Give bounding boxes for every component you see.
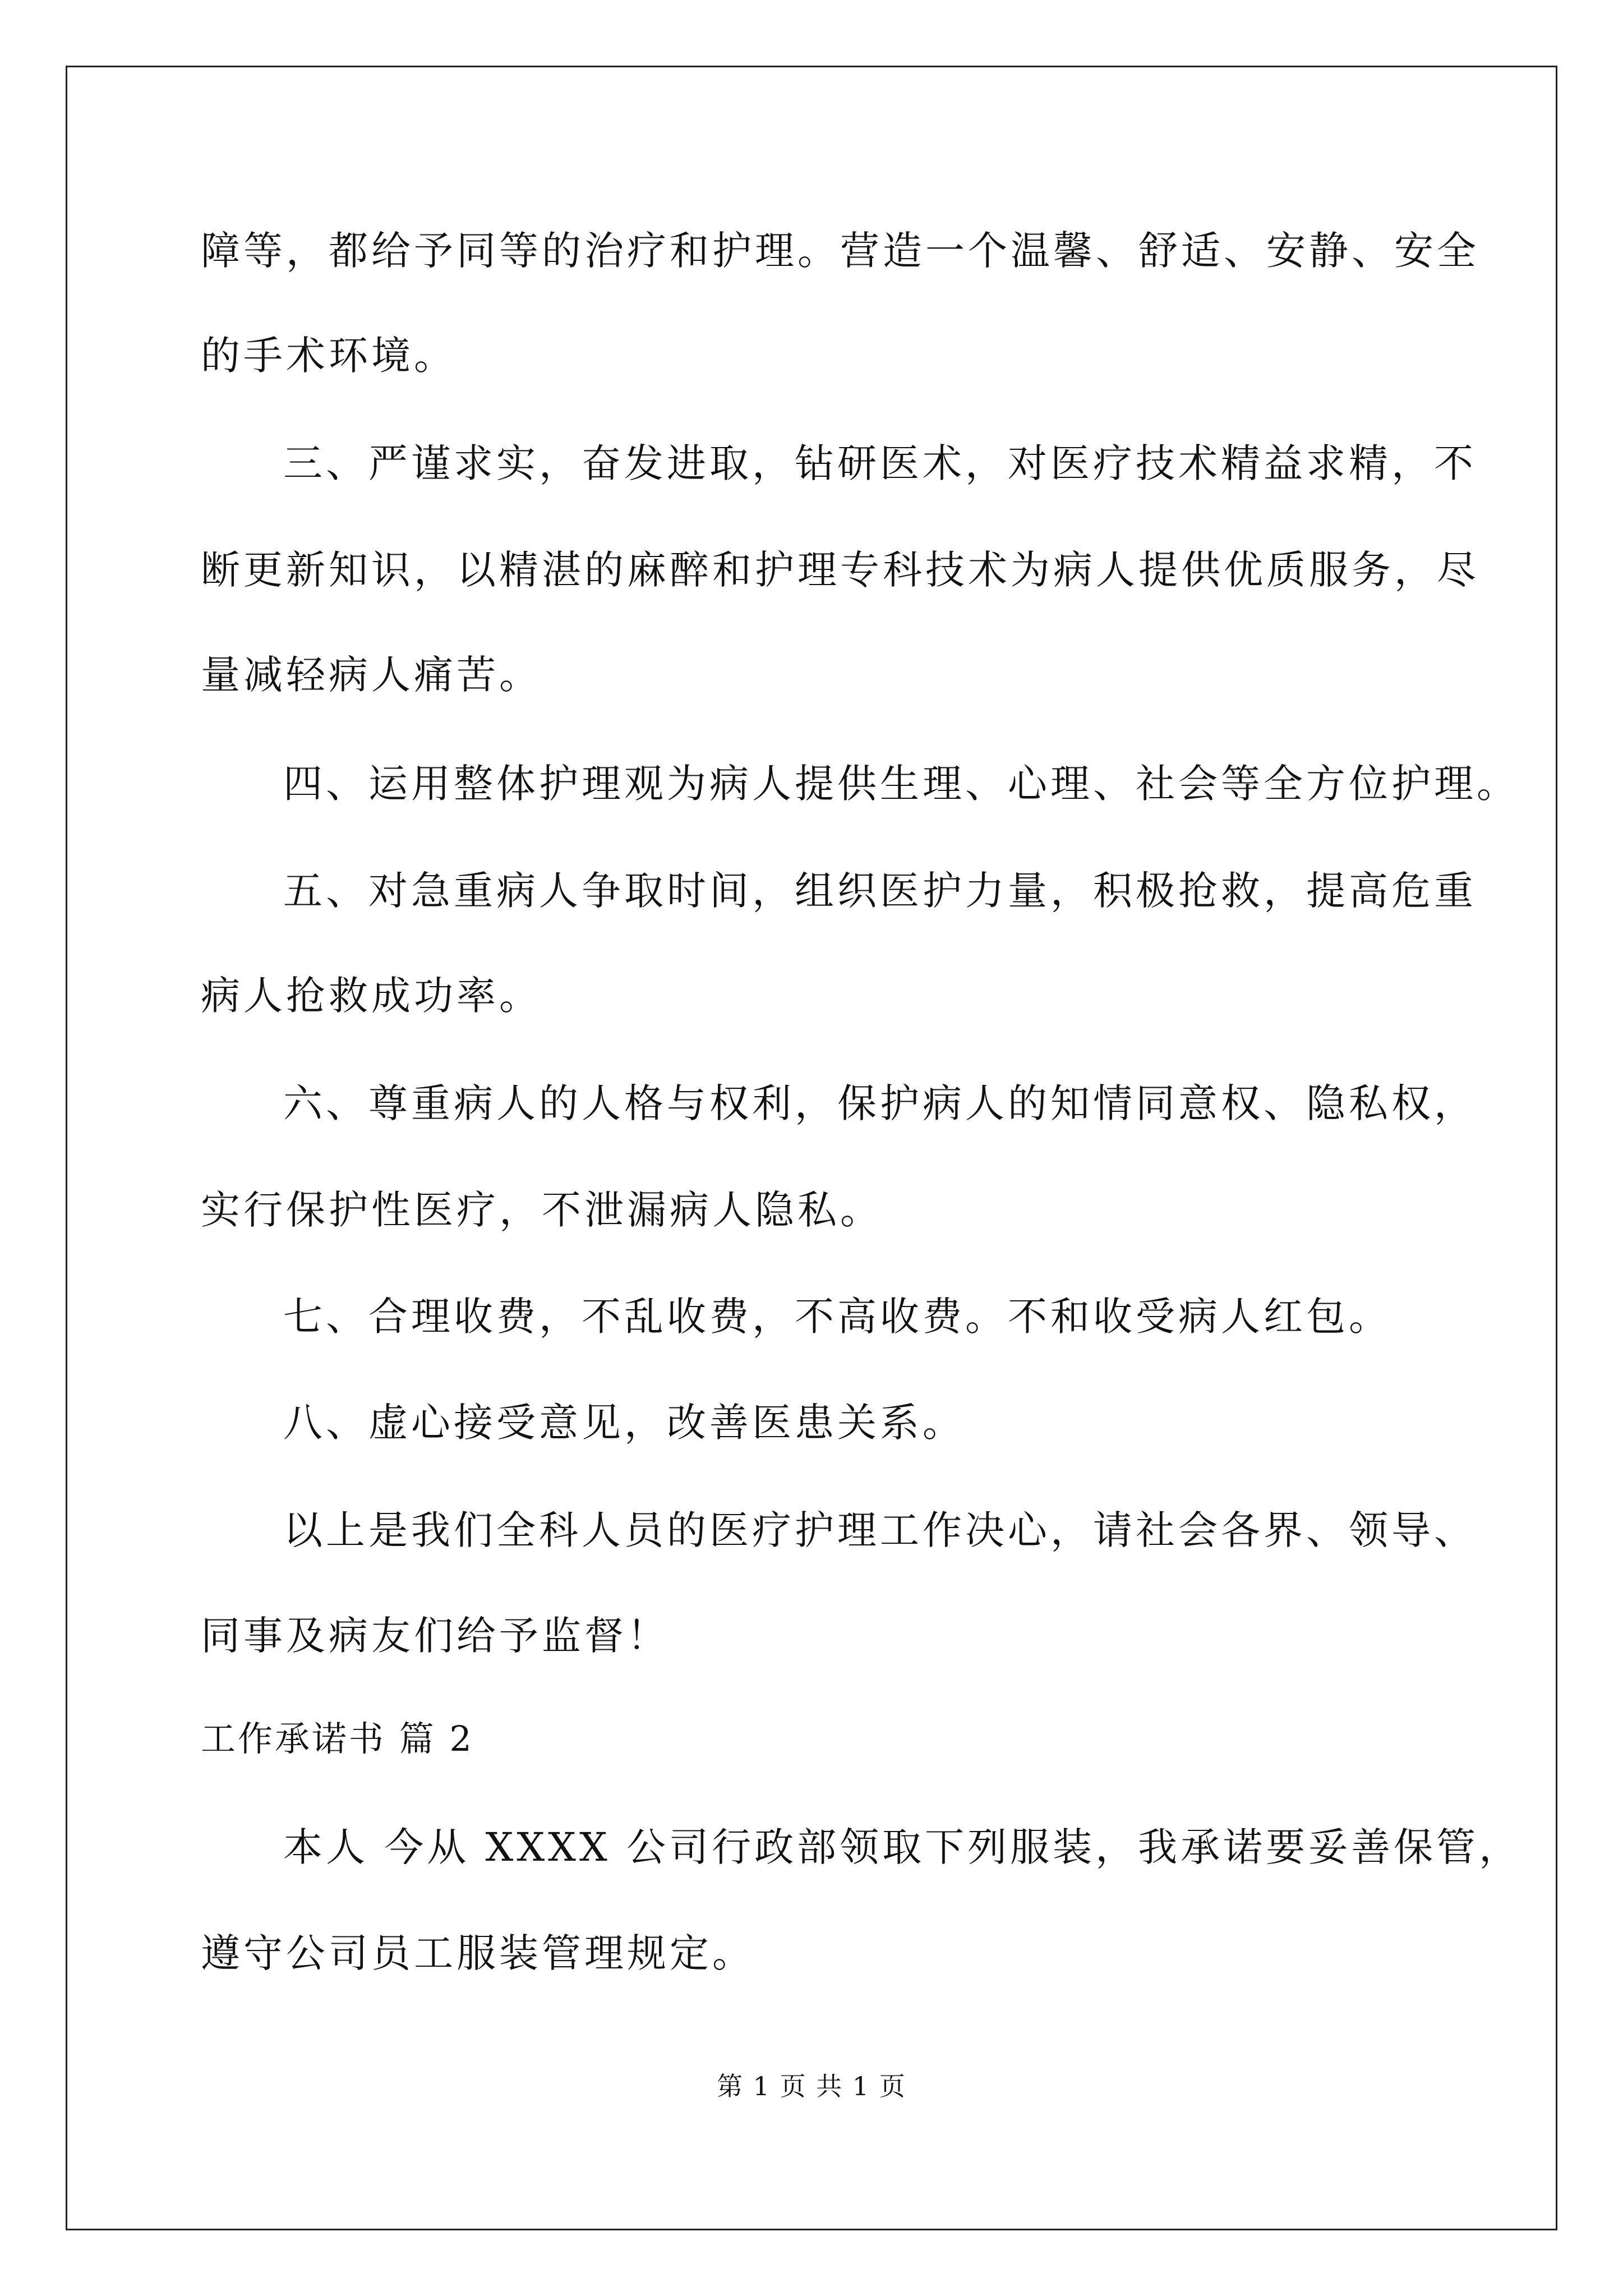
paragraph-line: 四、运用整体护理观为病人提供生理、心理、社会等全方位护理。 — [283, 761, 1519, 807]
paragraph-line: 病人抢救成功率。 — [201, 973, 542, 1019]
paragraph-line: 五、对急重病人争取时间，组织医护力量，积极抢救，提高危重 — [283, 868, 1477, 914]
paragraph-line: 遵守公司员工服装管理规定。 — [201, 1930, 755, 1976]
paragraph-line: 以上是我们全科人员的医疗护理工作决心，请社会各界、领导、 — [283, 1507, 1477, 1553]
paragraph-line: 断更新知识，以精湛的麻醉和护理专科技术为病人提供优质服务，尽 — [201, 547, 1479, 593]
paragraph-line: 七、合理收费，不乱收费，不高收费。不和收受病人红包。 — [283, 1294, 1391, 1340]
page-border — [66, 66, 1557, 2230]
page-footer: 第 1 页 共 1 页 — [717, 2071, 906, 2101]
paragraph-line: 障等，都给予同等的治疗和护理。营造一个温馨、舒适、安静、安全 — [201, 228, 1479, 274]
paragraph-line: 八、虚心接受意见，改善医患关系。 — [283, 1400, 965, 1446]
section-heading: 工作承诺书 篇 2 — [201, 1718, 474, 1759]
paragraph-line: 六、尊重病人的人格与权利，保护病人的知情同意权、隐私权， — [283, 1080, 1477, 1126]
paragraph-line: 量减轻病人痛苦。 — [201, 652, 542, 698]
paragraph-line: 同事及病友们给予监督！ — [201, 1613, 670, 1659]
paragraph-line: 的手术环境。 — [201, 333, 457, 379]
paragraph-line: 三、严谨求实，奋发进取，钻研医术，对医疗技术精益求精，不 — [283, 440, 1477, 486]
paragraph-line: 本人 今从 XXXX 公司行政部领取下列服装，我承诺要妥善保管， — [283, 1824, 1522, 1870]
paragraph-line: 实行保护性医疗，不泄漏病人隐私。 — [201, 1187, 883, 1233]
